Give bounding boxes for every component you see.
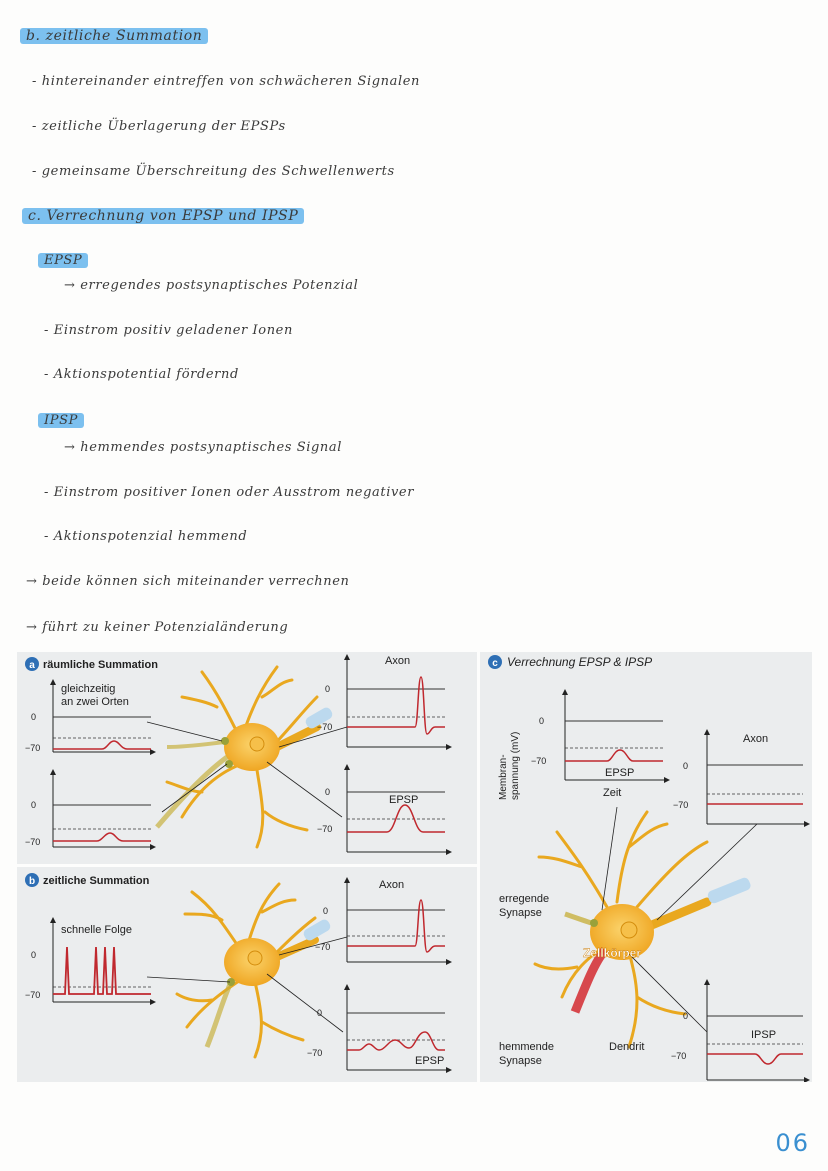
- epsp-point-1: - Einstrom positiv geladener Ionen: [44, 323, 293, 338]
- conclusion-2: → führt zu keiner Potenzialänderung: [26, 620, 289, 635]
- tick-zero: 0: [325, 684, 331, 694]
- page-number: 06: [775, 1129, 810, 1157]
- badge-a-letter: a: [29, 660, 35, 671]
- tick-minus70: −70: [673, 800, 689, 810]
- graph-c-time-label: Zeit: [603, 787, 622, 799]
- tick-zero: 0: [539, 716, 545, 726]
- tick-minus70: −70: [317, 722, 333, 732]
- note-b-3: - gemeinsame Überschreitung des Schwellenwerts: [32, 164, 395, 179]
- note-b-2: - zeitliche Überlagerung der EPSPs: [32, 119, 286, 134]
- label-excitatory: erregende: [499, 893, 550, 905]
- tick-minus70: −70: [25, 837, 41, 847]
- panel-c-ylabel-2: spannung (mV): [510, 731, 521, 800]
- tick-minus70: −70: [25, 743, 41, 753]
- tick-minus70: −70: [317, 824, 333, 834]
- graph-a1-label: gleichzeitig: [61, 683, 116, 695]
- tick-zero: 0: [325, 787, 331, 797]
- panel-c-ylabel-1: Membran-: [498, 754, 509, 800]
- note-b-1: - hintereinander eintreffen von schwächeren Signalen: [32, 74, 421, 89]
- graph-c-axon-label: Axon: [743, 733, 769, 745]
- graph-a-axon-label: Axon: [385, 655, 411, 667]
- graph-c-ipsp-label: IPSP: [751, 1029, 777, 1041]
- label-excitatory-2: Synapse: [499, 907, 542, 919]
- tick-minus70: −70: [315, 942, 331, 952]
- badge-c-letter: c: [492, 658, 498, 669]
- heading-c: c. Verrechnung von EPSP und IPSP: [22, 208, 304, 224]
- panel-c-title: Verrechnung EPSP & IPSP: [507, 655, 653, 669]
- tick-zero: 0: [31, 800, 37, 810]
- tick-zero: 0: [683, 1011, 689, 1021]
- epsp-definition: → erregendes postsynaptisches Potenzial: [64, 278, 359, 293]
- tick-zero: 0: [323, 906, 329, 916]
- label-cell-body: Zellkörper: [583, 946, 642, 960]
- label-inhibitory: hemmende: [499, 1041, 555, 1053]
- label-inhibitory-2: Synapse: [499, 1055, 542, 1067]
- tick-minus70: −70: [25, 990, 41, 1000]
- graph-c-epsp-label: EPSP: [605, 767, 635, 779]
- textbook-figure: [17, 652, 812, 1082]
- ipsp-point-2: - Aktionspotenzial hemmend: [44, 529, 248, 544]
- tick-minus70: −70: [671, 1051, 687, 1061]
- ipsp-point-1: - Einstrom positiver Ionen oder Ausstrom negativer: [44, 485, 415, 500]
- graph-b-epsp-label: EPSP: [415, 1055, 445, 1067]
- ipsp-label: IPSP: [38, 413, 84, 428]
- tick-zero: 0: [683, 761, 689, 771]
- epsp-point-2: - Aktionspotential fördernd: [44, 367, 239, 382]
- tick-zero: 0: [31, 712, 37, 722]
- tick-minus70: −70: [531, 756, 547, 766]
- panel-a-title: räumliche Summation: [43, 659, 158, 671]
- epsp-label: EPSP: [38, 253, 88, 268]
- graph-b1-label: schnelle Folge: [61, 924, 132, 936]
- panel-b-title: zeitliche Summation: [43, 875, 150, 887]
- heading-b: b. zeitliche Summation: [20, 28, 208, 44]
- panel-c-bg: [480, 652, 812, 1082]
- tick-minus70: −70: [307, 1048, 323, 1058]
- graph-a-epsp-label: EPSP: [389, 794, 419, 806]
- badge-b-letter: b: [28, 876, 36, 887]
- graph-a1-label2: an zwei Orten: [61, 696, 129, 708]
- tick-zero: 0: [317, 1008, 323, 1018]
- conclusion-1: → beide können sich miteinander verrechnen: [26, 574, 350, 589]
- ipsp-definition: → hemmendes postsynaptisches Signal: [64, 440, 343, 455]
- graph-b-axon-label: Axon: [379, 879, 405, 891]
- label-dendrite: Dendrit: [609, 1041, 645, 1053]
- tick-zero: 0: [31, 950, 37, 960]
